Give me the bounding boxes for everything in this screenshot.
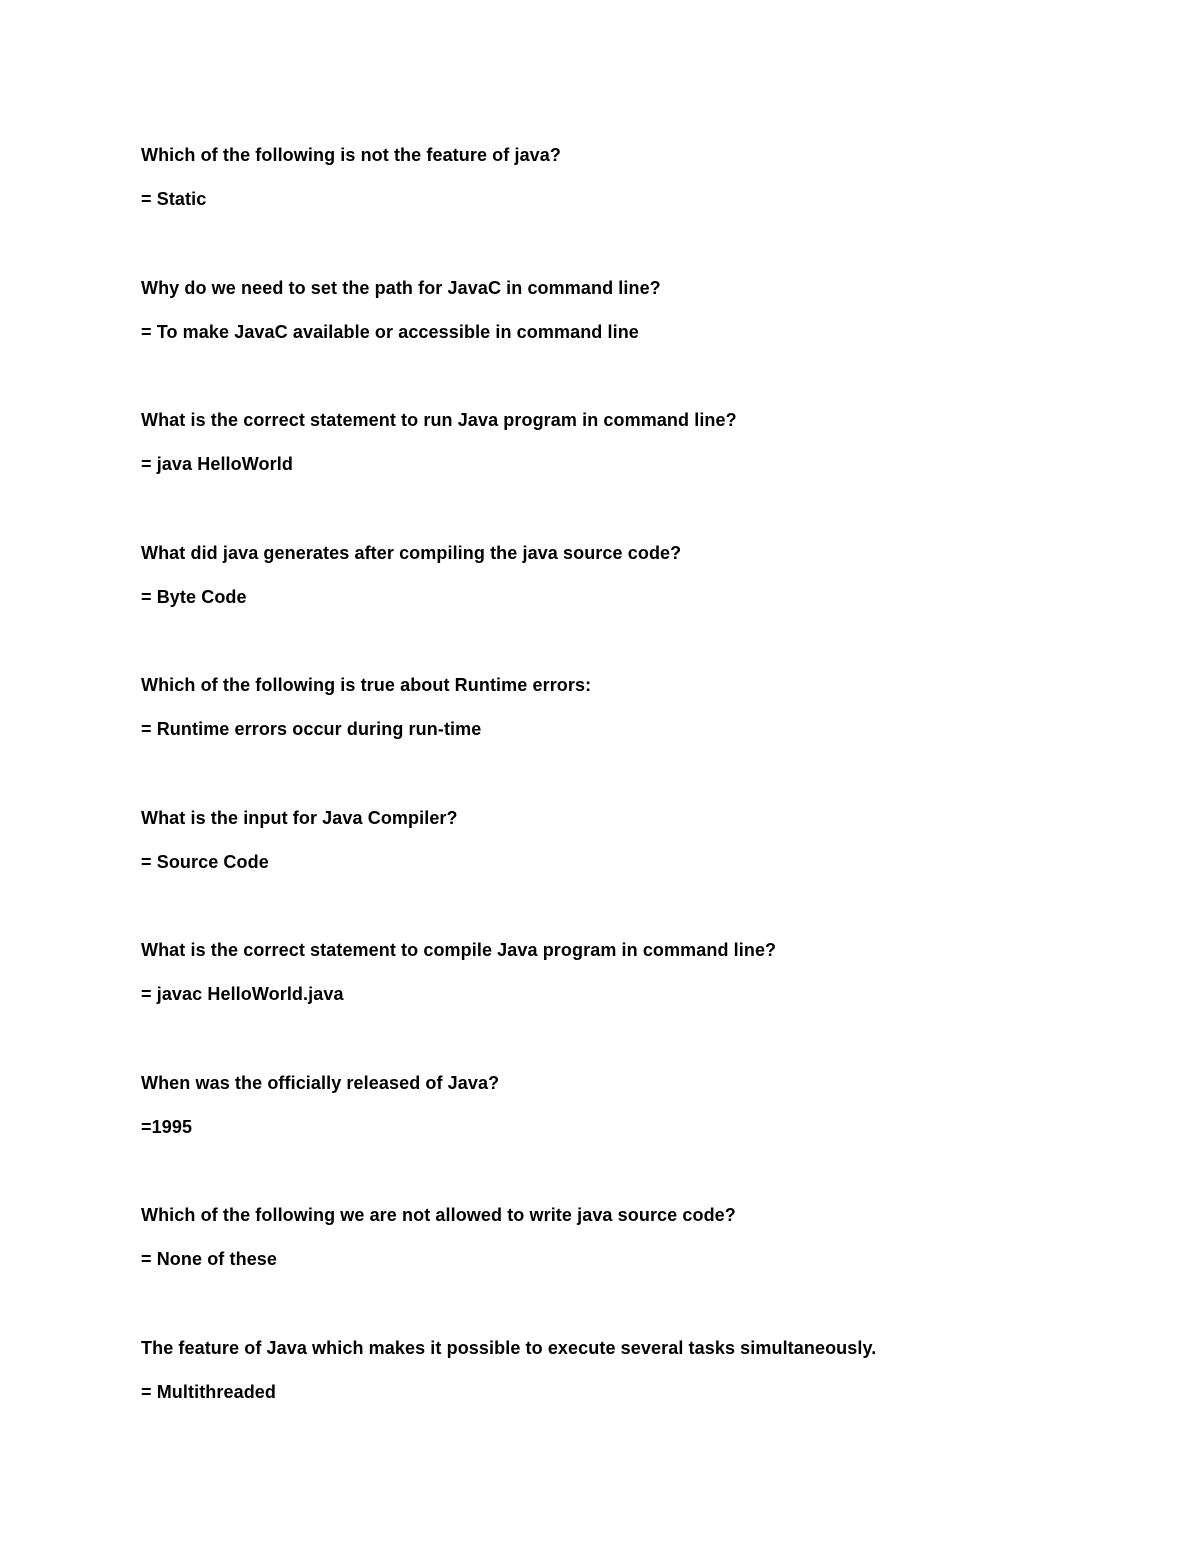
question-text: What is the correct statement to run Java program in command line?	[141, 410, 737, 430]
qa-item	[141, 541, 1101, 674]
question-text: Which of the following is not the feature of java?	[141, 145, 562, 165]
answer-text: = java HelloWorld	[141, 454, 293, 474]
answer-text: =1995	[141, 1116, 193, 1137]
answer-text: = Runtime errors occur during run-time	[141, 719, 482, 739]
qa-item	[141, 143, 1101, 276]
question-text: What did java generates after compiling the java source code?	[141, 542, 682, 563]
question-text: Which of the following is true about Runtime errors:	[141, 675, 592, 695]
answer-text: = Byte Code	[141, 586, 247, 607]
answer-text: = Multithreaded	[141, 1381, 277, 1402]
answer-text: = To make JavaC available or accessible in command line	[141, 321, 639, 342]
qa-item	[141, 1203, 1101, 1336]
answer-text: = None of these	[141, 1249, 278, 1269]
qa-item	[141, 673, 1101, 806]
qa-item	[141, 276, 1101, 409]
qa-list	[141, 143, 1101, 1468]
qa-item	[141, 938, 1101, 1071]
qa-item	[141, 408, 1101, 541]
question-text: What is the input for Java Compiler?	[141, 807, 458, 828]
question-text: The feature of Java which makes it possible to execute several tasks simultaneously.	[141, 1337, 877, 1358]
answer-text: = Source Code	[141, 851, 269, 872]
question-text: What is the correct statement to compile Java program in command line?	[141, 940, 777, 960]
qa-item	[141, 806, 1101, 939]
question-text: Which of the following we are not allowed to write java source code?	[141, 1205, 736, 1225]
qa-item	[141, 1336, 1101, 1469]
question-text: When was the officially released of Java?	[141, 1072, 500, 1093]
answer-text: = javac HelloWorld.java	[141, 984, 344, 1004]
qa-item	[141, 1071, 1101, 1204]
question-text: Why do we need to set the path for JavaC in command line?	[141, 277, 661, 298]
answer-text: = Static	[141, 189, 207, 209]
